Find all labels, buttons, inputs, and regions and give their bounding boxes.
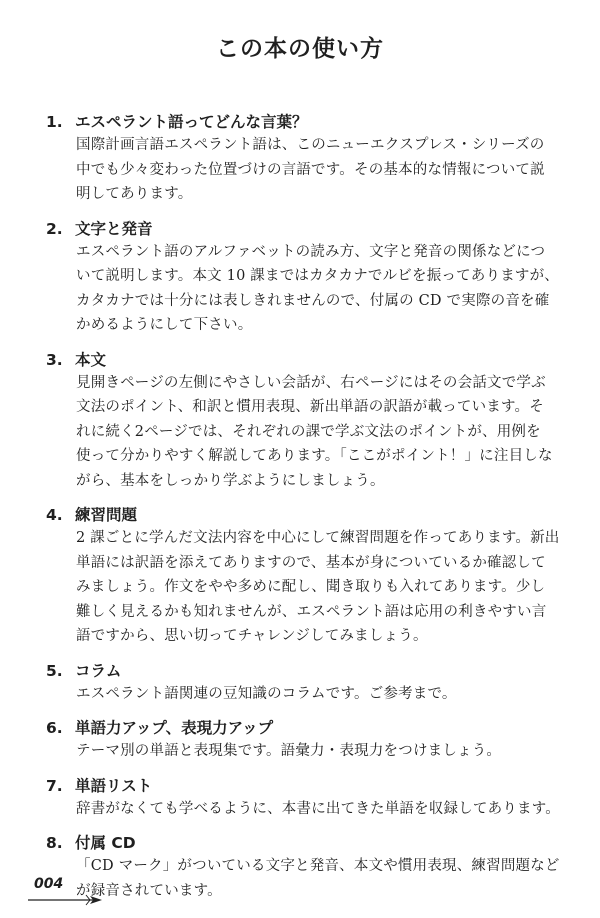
section-number: 2. <box>46 219 63 238</box>
page-footer <box>0 876 120 906</box>
text-line: 見開きページの左側にやさしい会話が、右ページにはその会話文で学ぶ <box>76 374 546 391</box>
text-line: いて説明します。本文 10 課まではカタカナでルビを振ってありますが、 <box>76 268 560 284</box>
section-7 <box>46 776 586 822</box>
section-text <box>76 133 586 207</box>
section-title: 本文 <box>75 350 107 369</box>
text-line: れに続く2ページでは、それぞれの課で学ぶ文法のポイントが、用例を <box>76 423 541 440</box>
section-number: 8. <box>46 834 63 852</box>
section-number: 1. <box>46 113 63 131</box>
section-number: 3. <box>46 350 63 369</box>
section-title: 付属 CD <box>75 834 136 852</box>
arrow-right-icon <box>28 894 108 906</box>
section-8 <box>46 833 586 903</box>
section-number: 7. <box>46 776 63 795</box>
section-3 <box>46 350 586 494</box>
section-title: 文字と発音 <box>75 219 153 238</box>
section-heading <box>46 219 586 240</box>
section-title: 単語力アップ、表現力アップ <box>75 719 274 737</box>
section-1 <box>46 112 586 207</box>
section-heading <box>46 112 586 133</box>
section-text <box>76 371 586 494</box>
text-line: 2 課ごとに学んだ文法内容を中心にして練習問題を作ってあります。新出 <box>76 530 560 546</box>
text-line: 中でも少々変わった位置づけの言語です。その基本的な情報について説 <box>76 161 545 178</box>
section-title: 練習問題 <box>75 506 138 524</box>
section-heading <box>46 505 586 526</box>
section-heading <box>46 833 586 854</box>
section-title: 単語リスト <box>75 776 153 795</box>
section-text <box>76 240 586 338</box>
text-line: エスペラント語のアルファベットの読み方、文字と発音の関係などにつ <box>76 243 546 260</box>
text-line: テーマ別の単語と表現集です。語彙力・表現力をつけましょう。 <box>76 743 502 759</box>
section-title: エスペラント語ってどんな言葉？ <box>75 113 308 131</box>
text-line: がら、基本をしっかり学ぶようにしましょう。 <box>76 472 385 489</box>
section-6 <box>46 718 586 764</box>
text-line: 語ですから、思い切ってチャレンジしてみましょう。 <box>76 628 428 644</box>
text-line: 単語には訳語を添えてありますので、基本が身についているか確認して <box>76 554 546 571</box>
text-line: 明してあります。 <box>76 186 193 202</box>
section-number: 6. <box>46 719 63 737</box>
text-line: かめるようにして下さい。 <box>76 317 253 333</box>
text-line: カタカナでは十分には表しきれませんので、付属の CD で実際の音を確 <box>76 292 550 309</box>
section-heading <box>46 661 586 682</box>
section-text <box>76 797 586 822</box>
text-line: 辞書がなくても学べるように、本書に出てきた単語を収録してあります。 <box>76 800 560 817</box>
section-5 <box>46 661 586 707</box>
text-line: が録音されています。 <box>76 882 222 899</box>
section-number: 5. <box>46 661 63 680</box>
text-line: 国際計画言語エスペラント語は、このニューエクスプレス・シリーズの <box>76 137 545 153</box>
page-number: 004 <box>34 876 64 892</box>
text-line: みましょう。作文をやや多めに配し、聞き取りも入れてあります。少し <box>76 579 546 595</box>
page-title: この本の使い方 <box>216 35 384 62</box>
section-heading <box>46 350 586 371</box>
section-heading <box>46 718 586 739</box>
text-line: 「CD マーク」がついている文字と発音、本文や慣用表現、練習問題など <box>76 858 560 874</box>
section-number: 4. <box>46 506 63 524</box>
text-line: エスペラント語関連の豆知識のコラムです。ご参考まで。 <box>76 685 457 702</box>
text-line: 文法のポイント、和訳と慣用表現、新出単語の訳語が載っています。そ <box>76 399 544 415</box>
section-heading <box>46 776 586 797</box>
text-line: 使って分かりやすく解説してあります。「ここがポイント！」に注目しな <box>76 448 553 464</box>
section-text <box>76 526 586 649</box>
sections-list <box>46 112 586 915</box>
section-4 <box>46 505 586 649</box>
section-2 <box>46 219 586 338</box>
section-text <box>76 739 586 764</box>
text-line: 難しく見えるかも知れませんが、エスペラント語は応用の利きやすい言 <box>76 603 547 620</box>
section-text <box>76 854 586 903</box>
section-text <box>76 682 586 707</box>
section-title: コラム <box>75 661 122 680</box>
